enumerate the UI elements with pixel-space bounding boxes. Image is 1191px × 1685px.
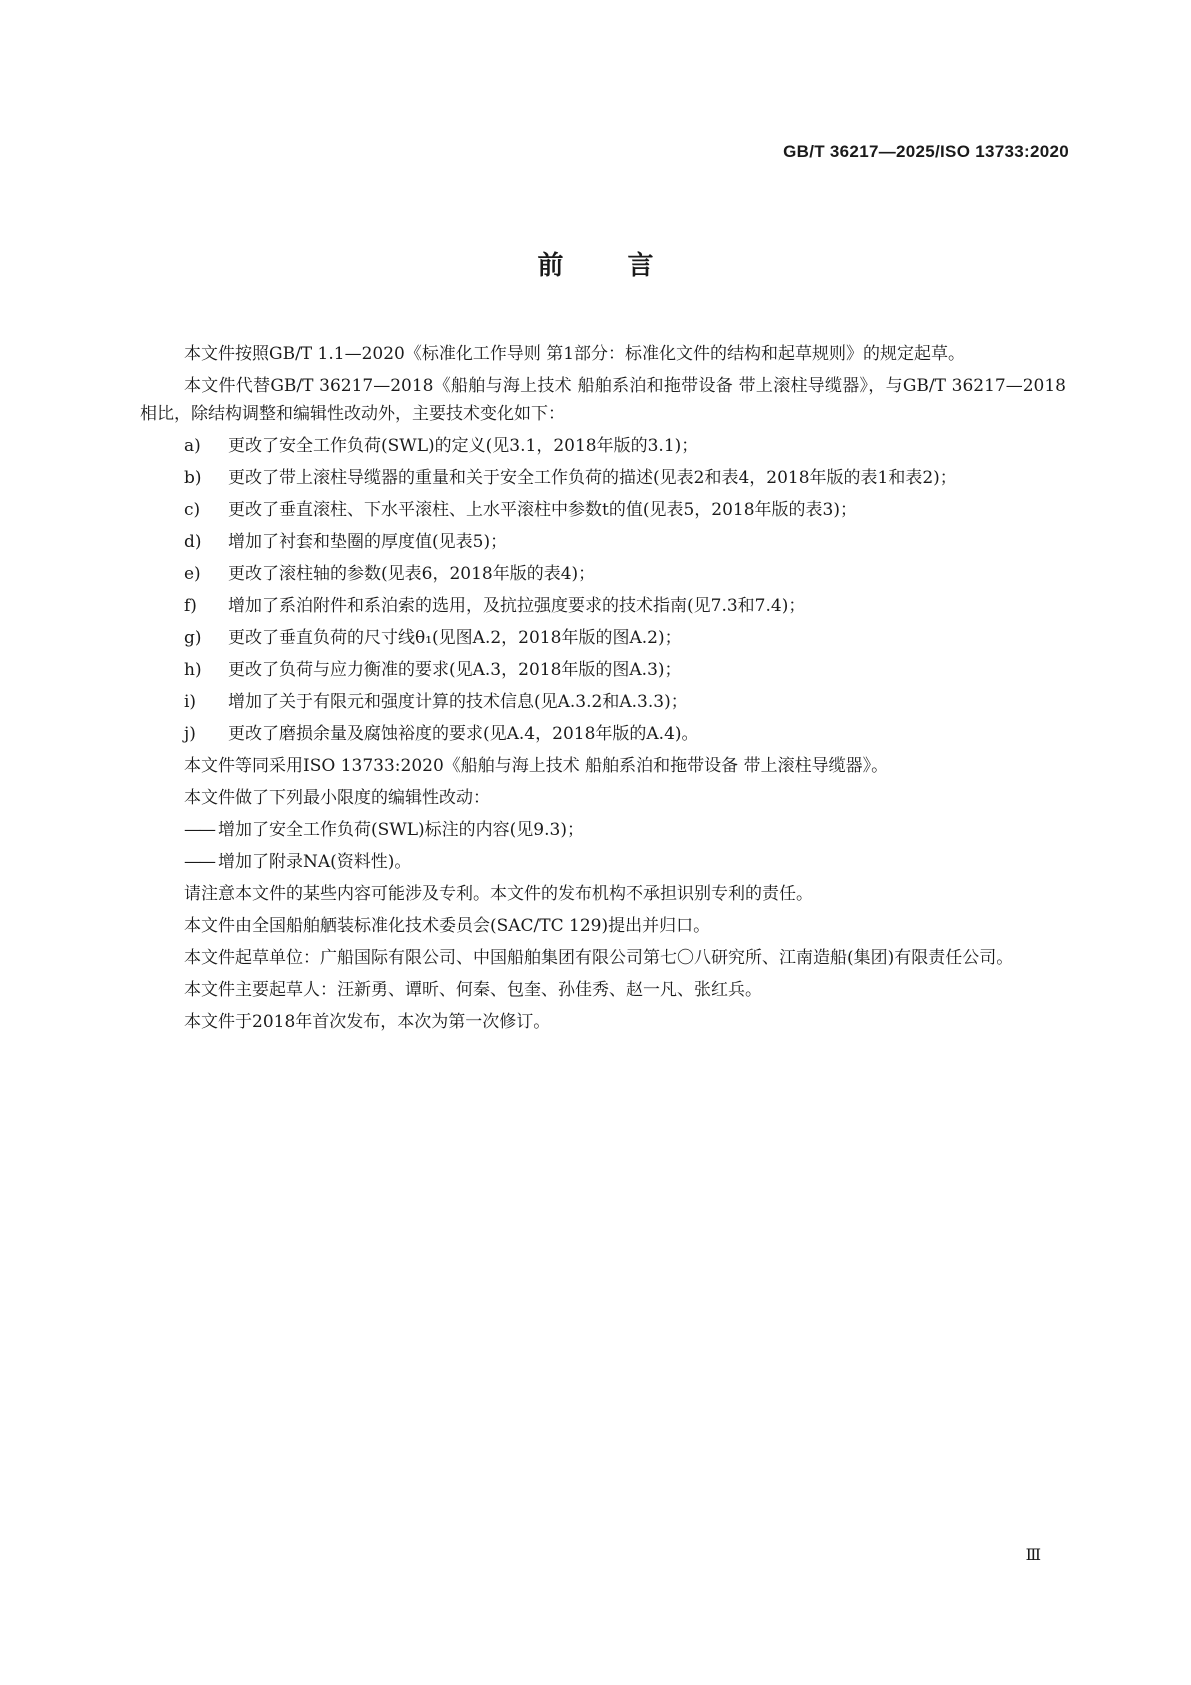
list-item-label: a) [184,436,201,456]
paragraph-drafting-rules: 本文件按照GB/T 1.1—2020《标准化工作导则 第1部分：标准化文件的结构和起草规则》的规定起草。 [184,344,966,364]
list-item [140,624,1066,652]
list-item [140,432,1066,460]
paragraph-replaces: 本文件代替GB/T 36217—2018《船舶与海上技术 船舶系泊和拖带设备 带上滚柱导缆器》，与GB/T 36217—2018相比，除结构调整和编辑性改动外，主要技术变化如下： [140,376,1066,424]
list-item-text: 增加了关于有限元和强度计算的技术信息(见A.3.2和A.3.3)； [228,692,688,712]
list-item-label: h) [184,660,202,680]
paragraph-proposed-by: 本文件由全国船舶舾装标准化技术委员会(SAC/TC 129)提出并归口。 [184,916,711,936]
list-item-text: 更改了垂直负荷的尺寸线θ₁(见图A.2，2018年版的图A.2)； [228,628,682,648]
list-item-text: 更改了垂直滚柱、下水平滚柱、上水平滚柱中参数t的值(见表5，2018年版的表3)； [228,500,857,520]
dash-mark: —— [184,852,214,872]
list-item-label: c) [184,500,201,520]
dash-item-text: 增加了附录NA(资料性)。 [218,852,412,872]
list-item-text: 更改了滚柱轴的参数(见表6，2018年版的表4)； [228,564,596,584]
paragraph-editorial-changes: 本文件做了下列最小限度的编辑性改动： [184,788,490,808]
list-item-label: e) [184,564,201,584]
paragraph-drafters: 本文件主要起草人：汪新勇、谭昕、何秦、包奎、孙佳秀、赵一凡、张红兵。 [184,980,762,1000]
list-item [140,496,1066,524]
list-item [140,592,1066,620]
page-number: Ⅲ [1025,1545,1041,1564]
list-item-text: 增加了系泊附件和系泊索的选用，及抗拉强度要求的技术指南(见7.3和7.4)； [228,596,806,616]
list-item [140,528,1066,556]
list-item-label: i) [184,692,197,712]
list-item-label: f) [184,596,197,616]
list-item-label: b) [184,468,202,488]
dash-item-text: 增加了安全工作负荷(SWL)标注的内容(见9.3)； [218,820,584,840]
list-item [140,560,1066,588]
standard-code: GB/T 36217—2025/ISO 13733:2020 [783,142,1069,161]
dash-list-item [140,816,1066,844]
list-item [140,464,1066,492]
list-item-text: 更改了安全工作负荷(SWL)的定义(见3.1，2018年版的3.1)； [228,436,699,456]
dash-mark: —— [184,820,214,840]
list-item-text: 增加了衬套和垫圈的厚度值(见表5)； [228,532,508,552]
paragraph-drafting-units: 本文件起草单位：广船国际有限公司、中国船舶集团有限公司第七〇八研究所、江南造船(集团)有限责任公司。 [184,948,1014,968]
list-item-label: j) [184,724,196,744]
paragraph-publication-history: 本文件于2018年首次发布，本次为第一次修订。 [184,1012,551,1032]
page-title: 前言 [537,251,718,281]
list-item-label: d) [184,532,202,552]
dash-list-item [140,848,1066,876]
list-item-text: 更改了磨损余量及腐蚀裕度的要求(见A.4，2018年版的A.4)。 [228,724,699,744]
list-item [140,688,1066,716]
list-item-text: 更改了带上滚柱导缆器的重量和关于安全工作负荷的描述(见表2和表4，2018年版的表1和表2)； [228,468,957,488]
paragraph-identical-adoption: 本文件等同采用ISO 13733:2020《船舶与海上技术 船舶系泊和拖带设备 带上滚柱导缆器》。 [184,756,889,776]
list-item-text: 更改了负荷与应力衡准的要求(见A.3，2018年版的图A.3)； [228,660,682,680]
paragraph-patent-notice: 请注意本文件的某些内容可能涉及专利。本文件的发布机构不承担识别专利的责任。 [184,884,813,904]
list-item [140,656,1066,684]
list-item [140,720,1066,748]
foreword-body [140,340,1066,1040]
list-item-label: g) [184,628,202,648]
